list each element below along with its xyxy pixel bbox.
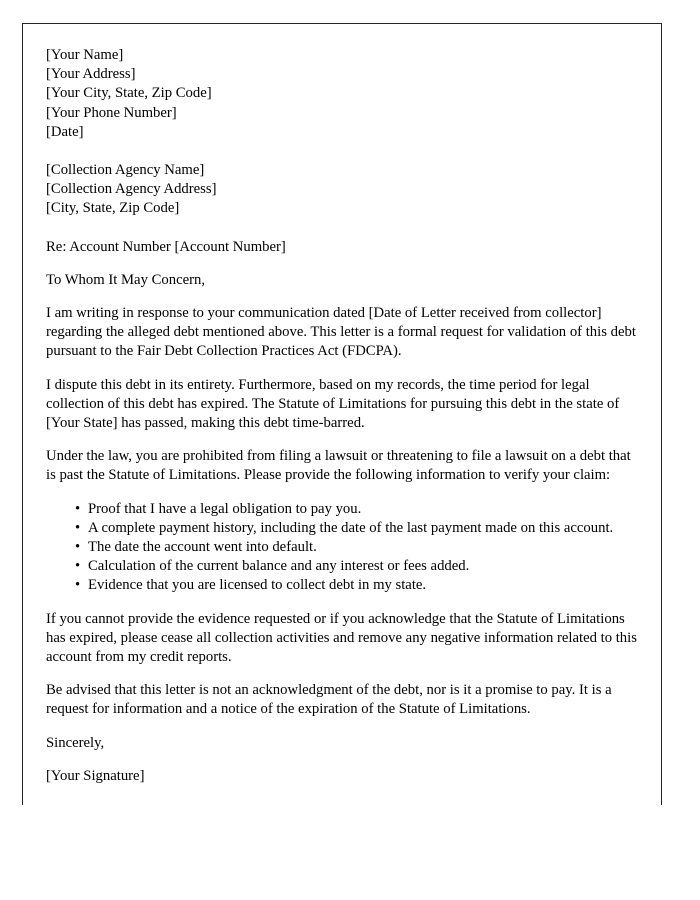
sender-address-line: [Your Phone Number] [46, 104, 177, 121]
bullet-icon: • [75, 539, 81, 556]
bullet-icon: • [75, 519, 81, 536]
letter-body [46, 46, 640, 786]
closing-paragraph-2: Be advised that this letter is not an acknowledgment of the debt, nor is it a promise to pay. It is a request for information and a notice of the expiration of the Statute of Limitations. [46, 682, 612, 718]
list-item-label: Calculation of the current balance and any interest or fees added. [88, 558, 470, 575]
body-paragraph-3: Under the law, you are prohibited from filing a lawsuit or threatening to file a lawsuit on a debt that is past the Statute of Limitations. Please provide the following information to verify your claim: [46, 448, 631, 484]
list-item-label: Proof that I have a legal obligation to pay you. [88, 500, 362, 517]
list-item-label: Evidence that you are licensed to collect debt in my state. [88, 577, 427, 594]
bullet-icon: • [75, 500, 81, 517]
recipient-address-line: [City, State, Zip Code] [46, 200, 180, 217]
closing-salutation: Sincerely, [46, 734, 105, 751]
list-item [75, 576, 640, 595]
sender-address-line: [Date] [46, 123, 84, 140]
list-item-label: A complete payment history, including the date of the last payment made on this account. [88, 519, 614, 536]
recipient-address-block [46, 161, 640, 219]
signature-placeholder: [Your Signature] [46, 767, 145, 784]
bullet-icon: • [75, 577, 81, 594]
sender-address-line: [Your Name] [46, 47, 124, 63]
list-item [75, 500, 640, 519]
salutation: To Whom It May Concern, [46, 271, 206, 288]
body-paragraph-2: I dispute this debt in its entirety. Furthermore, based on my records, the time period for legal collection of this debt has expired. The Statute of Limitations for pursuing this debt in the state of [Your State] has passed, making this debt time-barred. [46, 376, 620, 432]
sender-address-line: [Your City, State, Zip Code] [46, 85, 212, 102]
bullet-icon: • [75, 558, 81, 575]
body-paragraph-1: I am writing in response to your communication dated [Date of Letter received from collector] regarding the alleged debt mentioned above. This letter is a formal request for validation of this debt pursuant to the Fair Debt Collection Practices Act (FDCPA). [46, 305, 636, 360]
recipient-address-line: [Collection Agency Name] [46, 162, 205, 179]
document-page [22, 23, 662, 805]
list-item [75, 538, 640, 557]
list-item [75, 519, 640, 538]
recipient-address-line: [Collection Agency Address] [46, 181, 217, 198]
sender-address-block [46, 46, 640, 142]
sender-address-line: [Your Address] [46, 66, 136, 83]
closing-paragraph-1: If you cannot provide the evidence requested or if you acknowledge that the Statute of Limitations has expired, please cease all collection activities and remove any negative information related to this account from my credit reports. [46, 610, 637, 666]
list-item-label: The date the account went into default. [88, 539, 317, 556]
request-list [46, 500, 640, 596]
subject-line: Re: Account Number [Account Number] [46, 238, 286, 255]
list-item [75, 557, 640, 576]
